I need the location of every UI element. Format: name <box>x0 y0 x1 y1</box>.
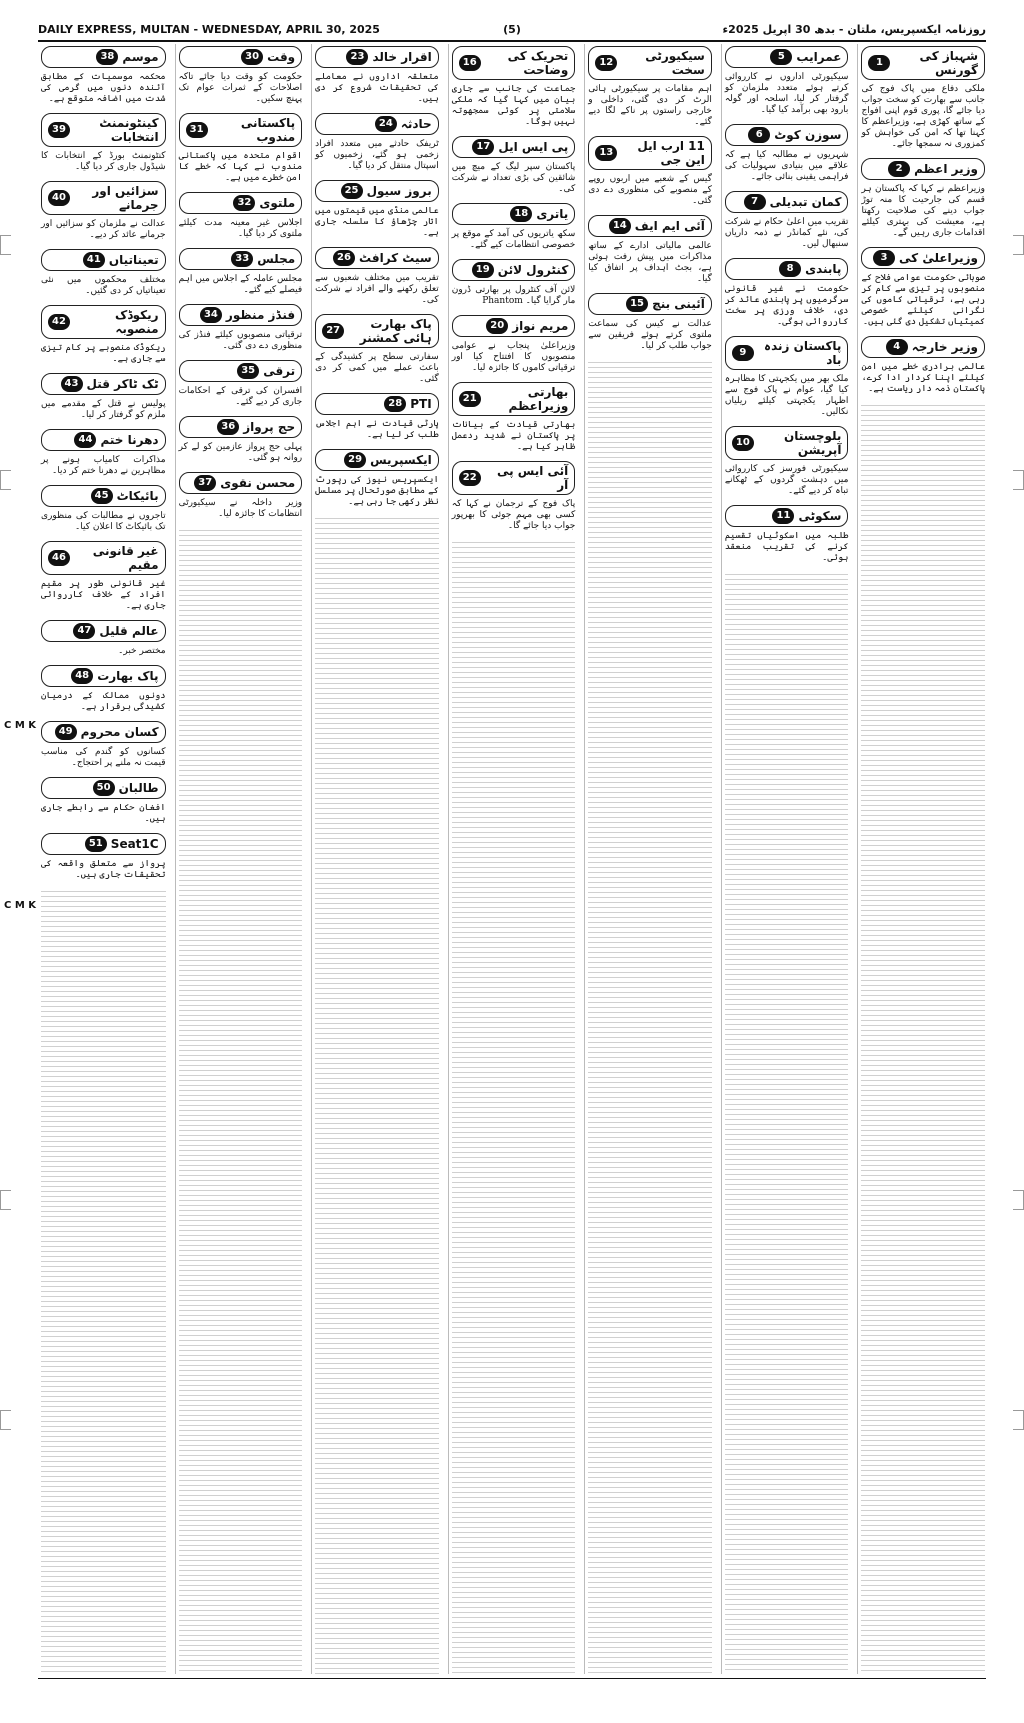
news-story <box>858 245 985 328</box>
story-body: غیر قانونی طور پر مقیم افراد کے خلاف کارروائی جاری ہے۔ <box>38 579 166 611</box>
story-title: سزائیں اور جرمانے <box>92 184 159 212</box>
story-number-badge: 47 <box>73 623 95 639</box>
story-number-badge: 28 <box>384 396 406 412</box>
story-headline <box>41 541 166 575</box>
story-body: طلبہ میں اسکوٹیاں تقسیم کرنے کی تقریب منعقد ہوئی۔ <box>721 531 849 563</box>
news-story <box>448 257 576 307</box>
story-number-badge: 40 <box>48 190 70 206</box>
story-body: افغان حکام سے رابطے جاری ہیں۔ <box>38 803 166 824</box>
story-body: مختلف محکموں میں نئی تعیناتیاں کر دی گئیں۔ <box>38 275 166 296</box>
story-number-badge: 20 <box>486 318 508 334</box>
story-body: مجلس عاملہ کے اجلاس میں اہم فیصلے کیے گئے۔ <box>175 274 303 295</box>
story-number-badge: 24 <box>375 116 397 132</box>
story-headline <box>452 259 576 281</box>
story-title: پی ایس ایل <box>498 140 569 154</box>
story-headline <box>452 136 576 158</box>
story-title: دھرنا ختم <box>100 433 159 447</box>
story-title: بائیکاٹ <box>116 489 159 503</box>
story-headline <box>725 191 849 213</box>
news-story <box>312 178 439 239</box>
story-title: آئی ایم ایف <box>634 219 705 233</box>
story-headline <box>179 304 303 326</box>
story-title: پاکستانی مندوب <box>240 116 296 144</box>
story-number-badge: 14 <box>609 218 631 234</box>
story-body: وزیراعلیٰ پنجاب نے عوامی منصوبوں کا افتتاح کیا اور ترقیاتی کاموں کا جائزہ لیا۔ <box>448 341 576 373</box>
story-body: پاک فوج کے ترجمان نے کہا کہ کسی بھی مہم جوئی کا بھرپور جواب دیا جائے گا۔ <box>448 499 576 531</box>
news-story <box>721 256 849 328</box>
news-story <box>448 313 576 374</box>
news-story <box>175 246 303 296</box>
story-body: پولیس نے قتل کے مقدمے میں ملزم کو گرفتار کر لیا۔ <box>38 399 166 420</box>
story-headline <box>41 249 166 271</box>
story-headline <box>41 620 166 642</box>
story-headline <box>725 505 849 527</box>
page-number: (5) <box>503 22 521 36</box>
story-headline <box>725 426 849 460</box>
story-number-badge: 10 <box>732 435 754 451</box>
news-story <box>175 190 303 240</box>
news-story <box>585 291 712 352</box>
story-body: کسانوں کو گندم کی مناسب قیمت نہ ملنے پر احتجاج۔ <box>38 747 166 768</box>
news-story <box>858 44 985 150</box>
story-body: پہلی حج پرواز عازمین کو لے کر روانہ ہو گئی۔ <box>175 442 303 463</box>
story-title: مجلس <box>257 252 296 266</box>
story-title: ترقی <box>263 364 296 378</box>
story-headline <box>861 336 985 358</box>
story-title: وزیراعلیٰ کی <box>899 251 978 265</box>
story-number-badge: 35 <box>237 363 259 379</box>
story-headline <box>315 247 439 269</box>
story-headline <box>452 203 576 225</box>
news-story <box>38 427 166 477</box>
story-title: شہباز کی گورنس <box>919 49 978 77</box>
news-story <box>721 334 849 418</box>
story-body: عدالت نے کیس کی سماعت ملتوی کرتے ہوئے فریقین سے جواب طلب کر لیا۔ <box>585 319 712 351</box>
story-title: عمرایب <box>796 50 842 64</box>
story-title: ملتوی <box>259 196 296 210</box>
story-title: بھارتی وزیراعظم <box>508 385 569 413</box>
news-column <box>584 44 715 1674</box>
story-title: بلوچستان آپریشن <box>784 429 842 457</box>
story-number-badge: 16 <box>459 55 481 71</box>
story-title: سوزن کوٹ <box>774 128 842 142</box>
news-story <box>448 380 576 453</box>
story-title: ایکسپریس <box>370 453 432 467</box>
story-number-badge: 19 <box>472 262 494 278</box>
story-title: فنڈز منظور <box>225 308 296 322</box>
column-text-filler <box>41 887 166 1674</box>
story-number-badge: 30 <box>241 49 263 65</box>
story-title: اقرار خالد <box>372 50 432 64</box>
story-title: کینٹونمنٹ انتخابات <box>99 116 159 144</box>
news-story <box>38 719 166 769</box>
story-number-badge: 11 <box>772 508 794 524</box>
news-story <box>858 156 985 239</box>
story-number-badge: 31 <box>186 122 208 138</box>
story-number-badge: 29 <box>344 452 366 468</box>
news-story <box>38 371 166 421</box>
story-body: مذاکرات کامیاب ہونے پر مظاہرین نے دھرنا ختم کر دیا۔ <box>38 455 166 476</box>
story-body: صوبائی حکومت عوامی فلاح کے منصوبوں پر تیزی سے کام کر رہی ہے، ترقیاتی کاموں کی نگرانی کیلئے خصوصی کمیٹیاں تشکیل دی گئی ہیں۔ <box>858 273 985 327</box>
story-body: ٹریفک حادثے میں متعدد افراد زخمی ہو گئے، زخمیوں کو اسپتال منتقل کر دیا گیا۔ <box>312 139 439 171</box>
news-column <box>448 44 579 1674</box>
story-number-badge: 27 <box>322 323 344 339</box>
news-story <box>175 302 303 352</box>
crop-mark <box>0 235 11 255</box>
story-body: ایکسپریس نیوز کی رپورٹ کے مطابق صورتحال پر مسلسل نظر رکھی جا رہی ہے۔ <box>312 475 439 507</box>
story-number-badge: 26 <box>333 250 355 266</box>
story-headline <box>315 449 439 471</box>
story-number-badge: 42 <box>48 314 70 330</box>
story-title: سکوٹی <box>798 509 842 523</box>
story-body: تقریب میں مختلف شعبوں سے تعلق رکھنے والے افراد نے شرکت کی۔ <box>312 273 439 305</box>
story-body: اقوام متحدہ میں پاکستانی مندوب نے کہا کہ خطے کا امن خطرے میں ہے۔ <box>175 151 303 183</box>
story-title: Seat1C <box>110 837 159 851</box>
story-headline <box>41 181 166 215</box>
story-title: PTI <box>410 397 432 411</box>
story-body: محکمہ موسمیات کے مطابق آئندہ دنوں میں گرمی کی شدت میں اضافہ متوقع ہے۔ <box>38 72 166 104</box>
story-headline <box>861 158 985 180</box>
story-number-badge: 25 <box>341 183 363 199</box>
news-story <box>38 179 166 241</box>
story-number-badge: 46 <box>48 550 70 566</box>
story-title: پاک بھارت ہائی کمشنر <box>359 317 432 345</box>
story-number-badge: 5 <box>770 49 792 65</box>
story-number-badge: 36 <box>217 419 239 435</box>
story-headline <box>452 46 576 80</box>
column-text-filler <box>452 538 576 1674</box>
story-headline <box>588 136 712 170</box>
news-story <box>38 775 166 825</box>
news-column <box>38 44 169 1674</box>
story-number-badge: 7 <box>744 194 766 210</box>
news-story <box>721 503 849 564</box>
news-story <box>448 459 576 532</box>
story-number-badge: 21 <box>459 391 481 407</box>
news-story <box>38 44 166 105</box>
column-text-filler <box>315 514 439 1674</box>
story-body: اہم مقامات پر سیکیورٹی ہائی الرٹ کر دی گئی، داخلی و خارجی راستوں پر ناکے لگا دیے گئے۔ <box>585 84 712 127</box>
news-story <box>312 111 439 172</box>
news-story <box>38 303 166 365</box>
news-column <box>175 44 306 1674</box>
story-headline <box>179 46 303 68</box>
story-number-badge: 8 <box>779 261 801 277</box>
story-number-badge: 12 <box>595 55 617 71</box>
crop-mark <box>0 470 11 490</box>
crop-mark <box>0 1410 11 1430</box>
story-number-badge: 32 <box>233 195 255 211</box>
story-body: عالمی برادری خطے میں امن کیلئے اپنا کردار ادا کرے، پاکستان ذمہ دار ریاست ہے۔ <box>858 362 985 394</box>
news-story <box>175 111 303 184</box>
story-title: آئینی بنچ <box>652 297 705 311</box>
story-headline <box>41 429 166 451</box>
news-story <box>312 245 439 306</box>
header-date-english: DAILY EXPRESS, MULTAN - WEDNESDAY, APRIL 30, 2025 <box>38 22 380 36</box>
story-headline <box>588 293 712 315</box>
story-headline <box>179 192 303 214</box>
story-body: تاجروں نے مطالبات کی منظوری تک بائیکاٹ کا اعلان کیا۔ <box>38 511 166 532</box>
story-title: حج پرواز <box>243 420 296 434</box>
news-story <box>721 122 849 183</box>
story-headline <box>41 373 166 395</box>
news-story <box>448 44 576 128</box>
story-number-badge: 9 <box>732 345 754 361</box>
story-headline <box>452 315 576 337</box>
news-story <box>448 201 576 251</box>
story-body: کنٹونمنٹ بورڈ کے انتخابات کا شیڈول جاری کر دیا گیا۔ <box>38 151 166 172</box>
story-title: غیر قانونی مقیم <box>92 544 159 572</box>
story-body: عالمی مالیاتی ادارے کے ساتھ مذاکرات میں پیش رفت ہوئی ہے، بجٹ اہداف پر اتفاق کیا گیا۔ <box>585 241 712 284</box>
news-column <box>857 44 988 1674</box>
story-headline <box>315 393 439 415</box>
story-title: پاکستان زندہ باد <box>764 339 842 367</box>
story-body: اجلاس غیر معینہ مدت کیلئے ملتوی کر دیا گیا۔ <box>175 218 303 239</box>
story-number-badge: 50 <box>93 780 115 796</box>
story-headline <box>41 485 166 507</box>
story-number-badge: 39 <box>48 122 70 138</box>
news-story <box>448 134 576 195</box>
story-headline <box>179 113 303 147</box>
story-number-badge: 41 <box>83 252 105 268</box>
story-headline <box>861 46 985 80</box>
story-headline <box>41 113 166 147</box>
story-number-badge: 37 <box>194 475 216 491</box>
story-title: مریم نواز <box>512 319 569 333</box>
story-number-badge: 17 <box>472 139 494 155</box>
story-body: جماعت کی جانب سے جاری بیان میں کہا گیا کہ ملکی سلامتی پر کوئی سمجھوتہ نہیں ہوگا۔ <box>448 84 576 127</box>
story-body: بھارتی قیادت کے بیانات پر پاکستان نے شدید ردعمل ظاہر کیا ہے۔ <box>448 420 576 452</box>
story-number-badge: 45 <box>91 488 113 504</box>
column-text-filler <box>861 401 985 1674</box>
news-story <box>721 44 849 116</box>
story-headline <box>41 721 166 743</box>
story-title: طالبان <box>118 781 159 795</box>
story-title: ریکوڈک منصوبہ <box>115 308 159 336</box>
story-title: تحریک کی وضاحت <box>507 49 569 77</box>
news-story <box>175 414 303 464</box>
story-headline <box>861 247 985 269</box>
story-body: وزیر داخلہ نے سیکیورٹی انتظامات کا جائزہ لیا۔ <box>175 498 303 519</box>
story-headline <box>179 416 303 438</box>
story-title: پاک بھارت <box>97 669 159 683</box>
story-number-badge: 48 <box>71 668 93 684</box>
story-title: تعیناتیاں <box>108 253 159 267</box>
story-title: کمان تبدیلی <box>769 195 842 209</box>
story-title: کنٹرول لائن <box>497 263 569 277</box>
story-title: وزیر اعظم <box>914 162 978 176</box>
news-story <box>585 44 712 128</box>
story-headline <box>41 46 166 68</box>
story-title: موسم <box>122 50 159 64</box>
story-title: سیکیورٹی سخت <box>645 49 705 77</box>
news-story <box>858 334 985 395</box>
story-body: ریکوڈک منصوبے پر کام تیزی سے جاری ہے۔ <box>38 343 166 364</box>
column-text-filler <box>588 358 712 1674</box>
page-header <box>38 18 986 42</box>
crop-mark <box>1013 235 1024 255</box>
story-body: پرواز سے متعلق واقعہ کی تحقیقات جاری ہیں۔ <box>38 859 166 880</box>
story-title: محسن نقوی <box>220 476 296 490</box>
story-number-badge: 13 <box>595 145 617 161</box>
story-number-badge: 44 <box>74 432 96 448</box>
story-number-badge: 51 <box>85 836 107 852</box>
story-body: سفارتی سطح پر کشیدگی کے باعث عملے میں کمی کر دی گئی۔ <box>312 352 439 384</box>
news-columns <box>38 44 988 1674</box>
story-title: حادثہ <box>400 117 432 131</box>
story-headline <box>179 360 303 382</box>
story-headline <box>41 305 166 339</box>
story-number-badge: 6 <box>748 127 770 143</box>
story-body: حکومت کو وقت دیا جائے تاکہ اصلاحات کے ثمرات عوام تک پہنچ سکیں۔ <box>175 72 303 104</box>
news-story <box>38 831 166 881</box>
story-title: وقت <box>267 50 296 64</box>
crop-mark <box>1013 1190 1024 1210</box>
color-registration-mark-bottom: C M K <box>4 900 37 911</box>
story-body: لائن آف کنٹرول پر بھارتی ڈرون مار گرایا گیا۔ Phantom <box>448 285 576 306</box>
news-story <box>312 447 439 508</box>
story-headline <box>41 833 166 855</box>
story-body: سیکیورٹی فورسز کی کارروائی میں دہشت گردوں کے ٹھکانے تباہ کر دیے گئے۔ <box>721 464 849 496</box>
story-headline <box>179 248 303 270</box>
news-story <box>38 539 166 612</box>
story-body: عالمی منڈی میں قیمتوں میں اتار چڑھاؤ کا سلسلہ جاری ہے۔ <box>312 206 439 238</box>
story-headline <box>452 382 576 416</box>
story-headline <box>315 46 439 68</box>
story-body: پارٹی قیادت نے اہم اجلاس طلب کر لیا ہے۔ <box>312 419 439 440</box>
news-story <box>38 247 166 297</box>
story-number-badge: 34 <box>200 307 222 323</box>
story-title: کسان محروم <box>80 725 159 739</box>
story-headline <box>588 46 712 80</box>
news-story <box>38 111 166 173</box>
story-title: 11 ارب ایل این جی <box>637 139 705 167</box>
story-number-badge: 4 <box>886 339 908 355</box>
story-headline <box>41 777 166 799</box>
story-title: یاتری <box>536 207 569 221</box>
story-body: تقریب میں اعلیٰ حکام نے شرکت کی، نئے کمانڈر نے ذمہ داریاں سنبھال لیں۔ <box>721 217 849 249</box>
story-title: آئی ایس پی آر <box>496 464 569 492</box>
story-body: پاکستان سپر لیگ کے میچ میں شائقین کی بڑی تعداد نے شرکت کی۔ <box>448 162 576 194</box>
story-title: عالم قلیل <box>99 624 159 638</box>
story-headline <box>725 258 849 280</box>
story-headline <box>315 180 439 202</box>
story-headline <box>315 314 439 348</box>
news-story <box>585 213 712 285</box>
crop-mark <box>1013 1410 1024 1430</box>
news-story <box>175 44 303 105</box>
story-headline <box>179 472 303 494</box>
story-body: گیس کے شعبے میں اربوں روپے کے منصوبے کی منظوری دے دی گئی۔ <box>585 174 712 206</box>
story-title: وزیر خارجہ <box>911 340 978 354</box>
story-headline <box>41 665 166 687</box>
story-body: مختصر خبر۔ <box>118 646 166 656</box>
story-number-badge: 43 <box>61 376 83 392</box>
header-date-urdu: روزنامہ ایکسپریس، ملتان - بدھ 30 اپریل 2025ء <box>722 22 986 36</box>
story-body: عدالت نے ملزمان کو سزائیں اور جرمانے عائد کر دیے۔ <box>38 219 166 240</box>
color-registration-mark-top: C M K <box>4 720 37 731</box>
news-story <box>175 470 303 520</box>
story-body: متعلقہ اداروں نے معاملے کی تحقیقات شروع کر دی ہیں۔ <box>312 72 439 104</box>
story-title: بروز سیول <box>366 184 432 198</box>
story-number-badge: 15 <box>626 296 648 312</box>
story-number-badge: 1 <box>868 55 890 71</box>
story-body: ملکی دفاع میں پاک فوج کی جانب سے بھارت کو سخت جواب دیا جائے گا، پوری قوم اپنی افواج کے ساتھ کھڑی ہے، وزیراعظم کا کہنا تھا کہ امن کی خواہش کو کمزوری نہ سمجھا جائے۔ <box>858 84 985 149</box>
news-story <box>721 189 849 250</box>
story-number-badge: 49 <box>55 724 77 740</box>
story-number-badge: 2 <box>888 161 910 177</box>
story-number-badge: 3 <box>873 250 895 266</box>
news-story <box>41 618 166 657</box>
column-text-filler <box>725 570 849 1674</box>
story-number-badge: 23 <box>346 49 368 65</box>
story-body: حکومت نے غیر قانونی سرگرمیوں پر پابندی عائد کر دی، خلاف ورزی پر سخت کارروائی ہوگی۔ <box>721 284 849 327</box>
news-column <box>721 44 852 1674</box>
news-story <box>312 391 439 441</box>
news-story <box>175 358 303 408</box>
story-title: ٹک ٹاکر قتل <box>86 377 159 391</box>
story-body: شہریوں نے مطالبہ کیا ہے کہ علاقے میں بنیادی سہولیات کی فراہمی یقینی بنائی جائے۔ <box>721 150 849 182</box>
news-story <box>38 483 166 533</box>
story-headline <box>588 215 712 237</box>
story-number-badge: 38 <box>96 49 118 65</box>
story-number-badge: 18 <box>510 206 532 222</box>
story-number-badge: 33 <box>231 251 253 267</box>
story-body: ملک بھر میں یکجہتی کا مظاہرہ کیا گیا، عوام نے پاک فوج سے اظہار یکجہتی کیلئے ریلیاں نکالیں۔ <box>721 374 849 417</box>
story-headline <box>315 113 439 135</box>
story-title: سیٹ کرافٹ <box>359 251 432 265</box>
story-number-badge: 22 <box>459 470 481 486</box>
news-column <box>311 44 442 1674</box>
story-body: افسران کی ترقی کے احکامات جاری کر دیے گئے۔ <box>175 386 303 407</box>
page-footer-rule <box>38 1678 986 1679</box>
story-body: سیکیورٹی اداروں نے کارروائی کرتے ہوئے متعدد ملزمان کو گرفتار کر لیا، اسلحہ اور گولہ بارود بھی برآمد کیا گیا۔ <box>721 72 849 115</box>
crop-mark <box>0 1190 11 1210</box>
column-text-filler <box>179 526 303 1674</box>
story-body: دونوں ممالک کے درمیان کشیدگی برقرار ہے۔ <box>38 691 166 712</box>
story-body: ترقیاتی منصوبوں کیلئے فنڈز کی منظوری دے دی گئی۔ <box>175 330 303 351</box>
news-story <box>585 134 712 207</box>
story-headline <box>725 124 849 146</box>
news-story <box>721 424 849 497</box>
story-headline <box>725 46 849 68</box>
news-story <box>38 663 166 713</box>
story-body: وزیراعظم نے کہا کہ پاکستان ہر قسم کی جارحیت کا منہ توڑ جواب دینے کی صلاحیت رکھتا ہے، معیشت کی بہتری کیلئے اقدامات جاری رہیں گے۔ <box>858 184 985 238</box>
news-story <box>312 312 439 385</box>
story-headline <box>725 336 849 370</box>
crop-mark <box>1013 470 1024 490</box>
news-story <box>312 44 439 105</box>
story-headline <box>452 461 576 495</box>
story-body: سکھ یاتریوں کی آمد کے موقع پر خصوصی انتظامات کیے گئے۔ <box>448 229 576 250</box>
story-title: پابندی <box>805 262 842 276</box>
